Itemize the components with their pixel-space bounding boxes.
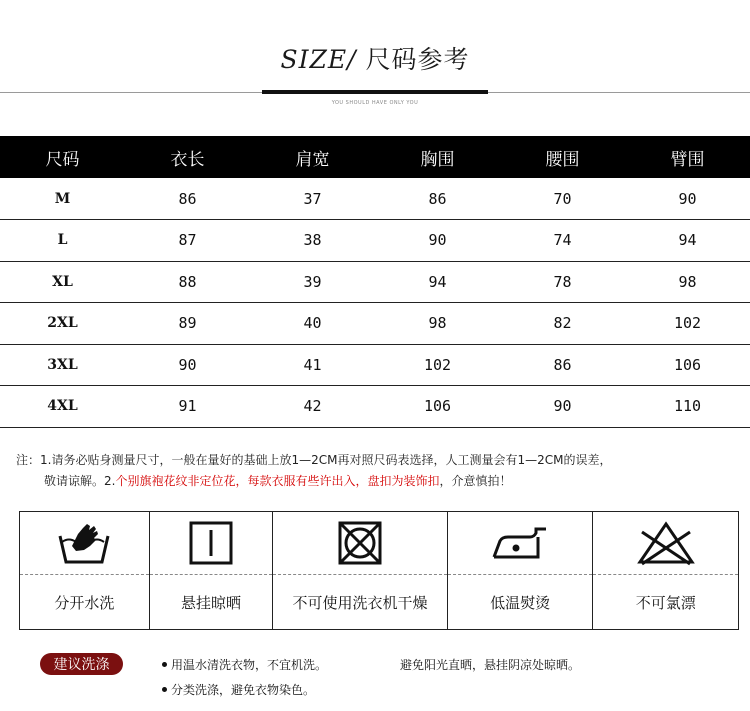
care-label: 不可使用洗衣机干燥 [292, 593, 428, 612]
table-cell: 74 [500, 220, 625, 262]
washing-advice-badge: 建议洗涤 [40, 653, 123, 675]
bullet-icon [162, 662, 167, 667]
table-cell: 38 [250, 220, 375, 262]
table-cell: 86 [375, 178, 500, 220]
table-cell: 90 [625, 178, 750, 220]
table-cell: 3XL [0, 344, 125, 386]
no-bleach-icon [593, 512, 738, 575]
table-cell: 110 [625, 386, 750, 428]
table-cell: 102 [625, 303, 750, 345]
care-item-hang-dry [149, 512, 273, 629]
table-row [0, 178, 750, 220]
header-waist: 腰围 [500, 136, 625, 178]
no-tumble-dry-icon [273, 512, 447, 575]
table-cell: L [0, 220, 125, 262]
care-label: 不可氯漂 [635, 593, 696, 612]
table-cell: 90 [125, 344, 250, 386]
note-line-2-start: 敬请谅解。2. [44, 474, 116, 488]
table-cell: 90 [500, 386, 625, 428]
advice-item [162, 681, 315, 698]
note-line-2-end: ，介意慎拍！ [439, 474, 512, 488]
page-title [0, 40, 750, 76]
table-cell: 94 [625, 220, 750, 262]
table-cell: 39 [250, 261, 375, 303]
table-cell: 37 [250, 178, 375, 220]
table-cell: 91 [125, 386, 250, 428]
table-cell: 89 [125, 303, 250, 345]
header-shoulder: 肩宽 [250, 136, 375, 178]
table-cell: 106 [625, 344, 750, 386]
table-cell: 86 [125, 178, 250, 220]
care-item-no-bleach [592, 512, 738, 629]
care-label: 低温熨烫 [490, 593, 551, 612]
table-row [0, 303, 750, 345]
table-cell: 86 [500, 344, 625, 386]
size-table [0, 136, 750, 428]
subtitle: YOU SHOULD HAVE ONLY YOU [331, 100, 419, 106]
advice-text: 分类洗涤，避免衣物染色。 [171, 683, 316, 697]
advice-text: 用温水清洗衣物，不宜机洗。 [171, 658, 328, 672]
care-label: 悬挂晾晒 [180, 593, 241, 612]
hang-dry-icon [150, 512, 273, 575]
title-underline [262, 90, 488, 94]
size-note [16, 450, 736, 492]
table-row [0, 261, 750, 303]
bullet-icon [162, 687, 167, 692]
table-cell: 90 [375, 220, 500, 262]
table-cell: 94 [375, 261, 500, 303]
table-row [0, 220, 750, 262]
table-cell: 87 [125, 220, 250, 262]
table-cell: 98 [625, 261, 750, 303]
table-cell: 2XL [0, 303, 125, 345]
note-warning: 个别旗袍花纹非定位花，每款衣服有些许出入，盘扣为装饰扣 [115, 474, 440, 488]
header-size: 尺码 [0, 136, 125, 178]
note-line-2 [16, 471, 736, 492]
table-cell: 70 [500, 178, 625, 220]
table-cell: 41 [250, 344, 375, 386]
table-cell: 42 [250, 386, 375, 428]
table-cell: 106 [375, 386, 500, 428]
advice-text: 避免阳光直晒，悬挂阴凉处晾晒。 [400, 658, 581, 672]
table-cell: 102 [375, 344, 500, 386]
header-chest: 胸围 [375, 136, 500, 178]
table-cell: M [0, 178, 125, 220]
care-instructions [19, 511, 739, 630]
advice-item [400, 656, 580, 673]
header-length: 衣长 [125, 136, 250, 178]
title-en: SIZE/ [280, 45, 357, 74]
care-item-no-tumble-dry [272, 512, 447, 629]
care-item-hand-wash [20, 512, 149, 629]
table-cell: 82 [500, 303, 625, 345]
table-cell: 88 [125, 261, 250, 303]
table-cell: 98 [375, 303, 500, 345]
advice-item [162, 656, 327, 673]
care-label: 分开水洗 [54, 593, 115, 612]
table-cell: XL [0, 261, 125, 303]
table-cell: 40 [250, 303, 375, 345]
table-cell: 4XL [0, 386, 125, 428]
table-row [0, 344, 750, 386]
table-cell: 78 [500, 261, 625, 303]
title-cn: 尺码参考 [365, 45, 470, 74]
table-header-row [0, 136, 750, 178]
header-arm: 臂围 [625, 136, 750, 178]
hand-wash-icon [20, 512, 149, 575]
table-row [0, 386, 750, 428]
note-line-1: 注：1.请务必贴身测量尺寸，一般在量好的基础上放1—2CM再对照尺码表选择，人工测量会有1—2CM的误差， [16, 453, 612, 467]
low-iron-icon [448, 512, 593, 575]
care-item-low-iron [447, 512, 593, 629]
